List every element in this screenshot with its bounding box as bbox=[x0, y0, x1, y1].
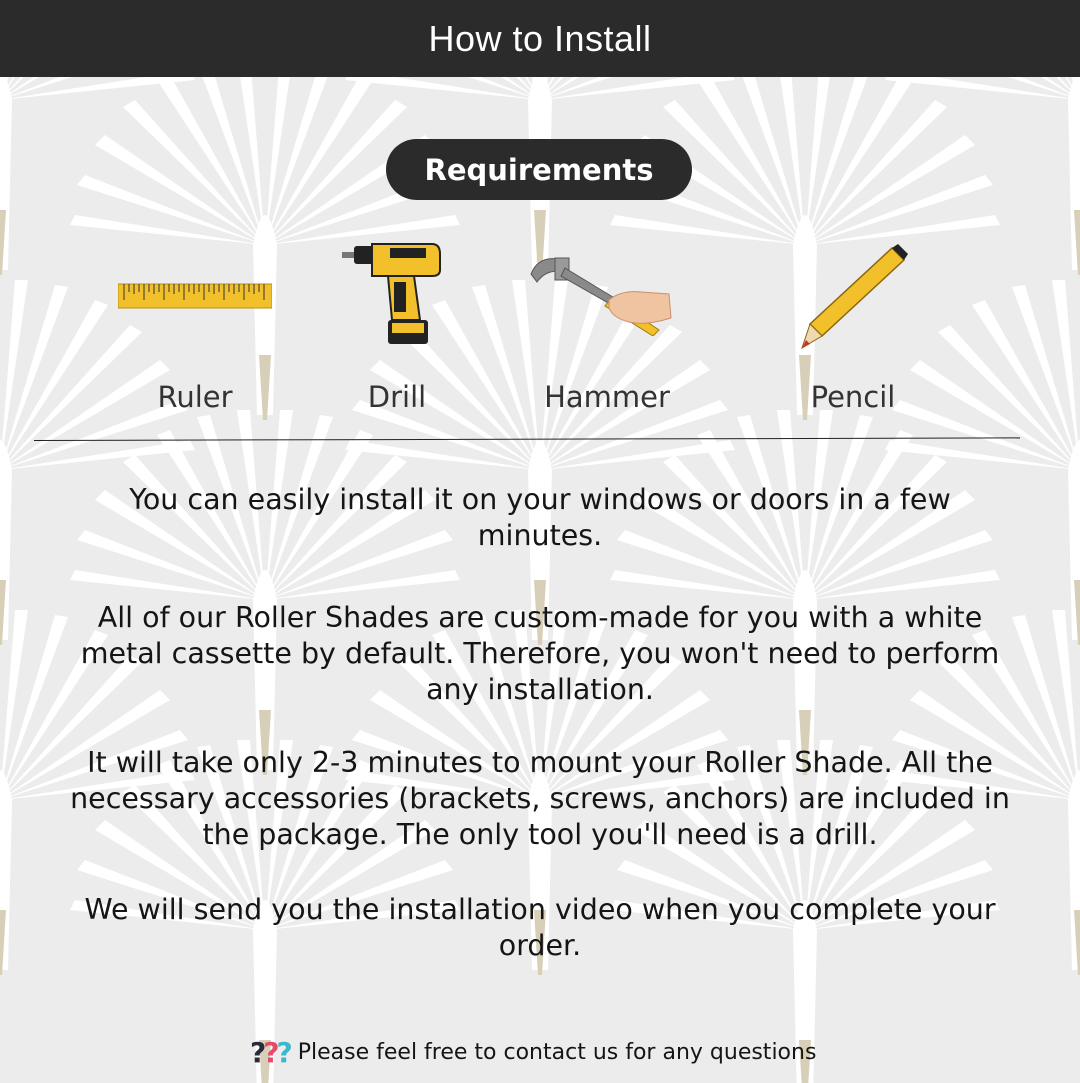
tool-label-drill: Drill bbox=[367, 380, 427, 414]
drill-icon bbox=[342, 240, 442, 348]
page-title: How to Install bbox=[428, 17, 652, 59]
cassette-paragraph: All of our Roller Shades are custom-made for you with a white metal cassette by default. Therefore, you won't need to perform any installation. bbox=[80, 601, 1000, 706]
ruler-icon bbox=[118, 282, 272, 310]
contact-text: Please feel free to contact us for any questions bbox=[297, 1039, 817, 1065]
tool-label-hammer: Hammer bbox=[544, 380, 670, 414]
contact-footer bbox=[250, 1034, 816, 1070]
mounting-paragraph: It will take only 2-3 minutes to mount your Roller Shade. All the necessary accessories (brackets, screws, anchors) are included in the package. The only tool you'll need is a drill. bbox=[70, 746, 1010, 851]
hammer-icon bbox=[525, 252, 673, 336]
intro-paragraph: You can easily install it on your windows or doors in a few minutes. bbox=[129, 483, 951, 552]
tool-label-ruler: Ruler bbox=[157, 380, 233, 414]
requirements-label: Requirements bbox=[424, 152, 654, 187]
tool-label-pencil: Pencil bbox=[810, 380, 896, 414]
question-marks-icon: ??? bbox=[250, 1035, 290, 1069]
page-header bbox=[0, 0, 1080, 77]
video-paragraph: We will send you the installation video when you complete your order. bbox=[84, 893, 996, 962]
requirements-badge bbox=[386, 139, 692, 200]
pencil-icon bbox=[800, 244, 908, 350]
